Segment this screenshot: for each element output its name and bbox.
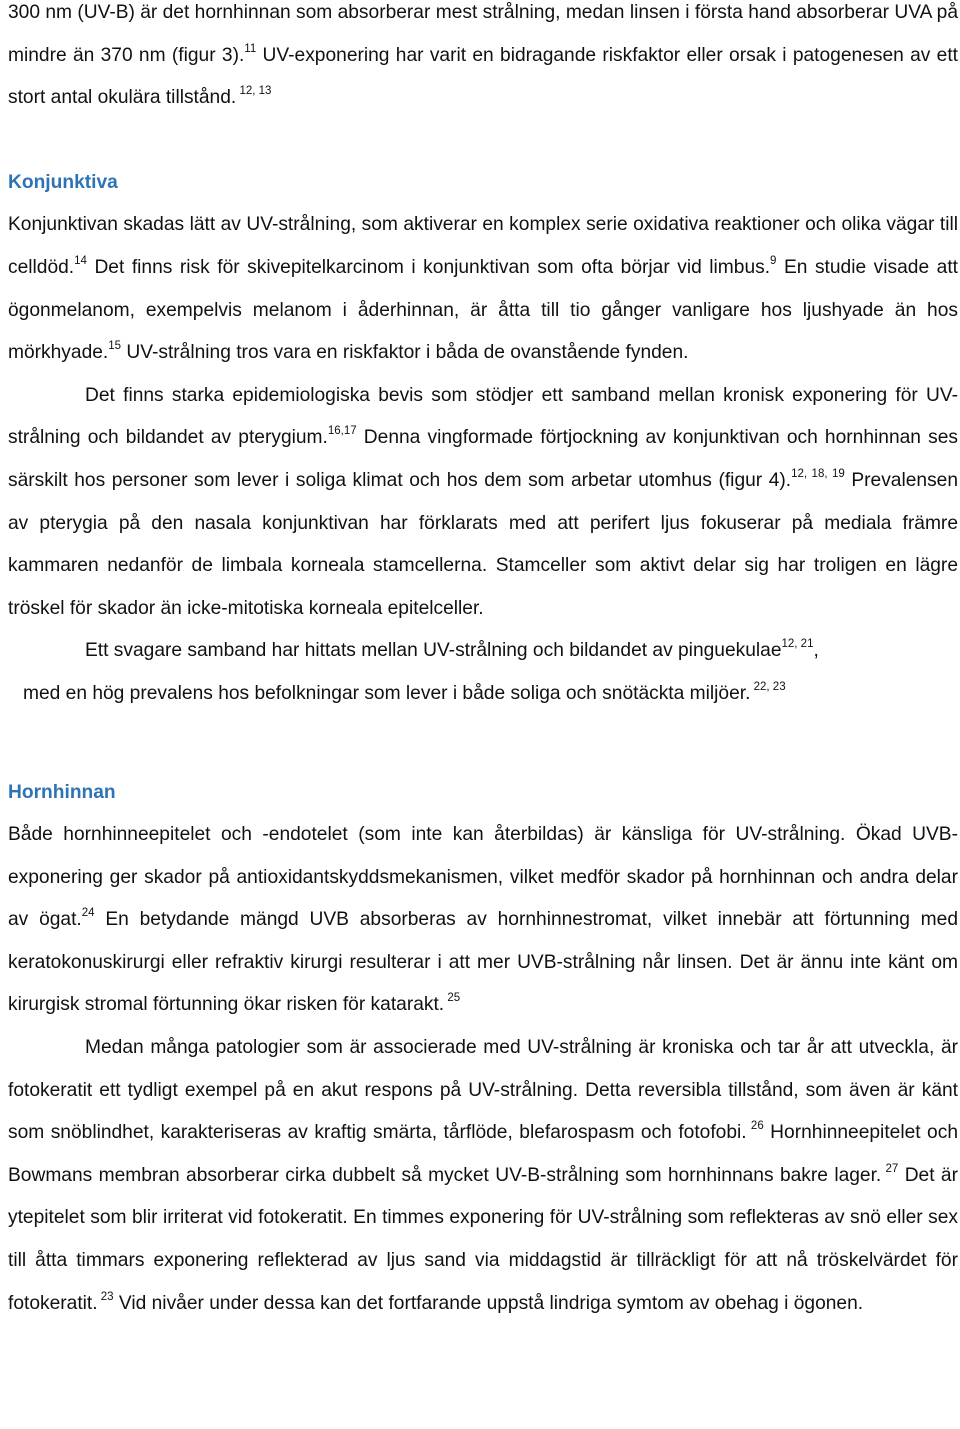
konj-p1-text-3: En studie visade att ögonmelanom, exempelvis melanom i åderhinnan, är åtta till tio gånger vanligare hos ljushyade än hos mörkhyade. <box>8 256 958 364</box>
konjunktiva-paragraph-3-line-1 <box>8 630 958 673</box>
citation-12-13: 12, 13 <box>236 85 272 98</box>
hornhinnan-paragraph-2 <box>8 1027 958 1325</box>
intro-text-2: UV-exponering har varit en bidragande riskfaktor eller orsak i patogenesen av ett stort antal okulära tillstånd. <box>8 44 959 109</box>
citation-14: 14 <box>74 254 87 267</box>
citation-27: 27 <box>881 1162 899 1175</box>
section-heading-konjunktiva: Konjunktiva <box>8 171 118 193</box>
konj-p1-text-1: Konjunktivan skadas lätt av UV-strålning, som aktiverar en komplex serie oxidativa reaktioner och olika vägar till celldöd. <box>8 214 958 278</box>
horn-p2-text-3: Det är ytepitelet som blir irriterat vid fotokeratit. En timmes exponering för UV-strålning som reflekteras av snö eller sex till åtta timmars exponering reflekterad av ljus sand via middagstid är tillräckligt för att nå tröskelvärdet för fotokeratit. <box>8 1164 958 1314</box>
konj-p1-text-4: UV-strålning tros vara en riskfaktor i båda de ovanstående fynden. <box>121 342 689 364</box>
konj-p3-text-1: Ett svagare samband har hittats mellan UV-strålning och bildandet av pinguekulae <box>85 640 782 662</box>
citation-22-23: 22, 23 <box>750 680 786 693</box>
section-heading-hornhinnan: Hornhinnan <box>8 781 116 803</box>
konjunktiva-paragraph-3-line-2 <box>8 673 958 716</box>
konj-p3-comma: , <box>813 640 819 662</box>
citation-11: 11 <box>244 42 257 55</box>
spacer <box>8 716 958 772</box>
konjunktiva-paragraph-2 <box>8 375 958 631</box>
konj-p3-text-2: med en hög prevalens hos befolkningar som lever i både soliga och snötäckta miljöer. <box>23 682 751 704</box>
horn-p1-text-2: En betydande mängd UVB absorberas av hornhinnestromat, vilket innebär att förtunning med keratokonuskirurgi eller refraktiv kirurgi resulterar i att mer UVB-strålning når linsen. Det är ännu inte känt om kirurgisk stromal förtunning ökar risken för katarakt. <box>8 909 958 1016</box>
citation-12-21: 12, 21 <box>781 638 814 651</box>
konj-p2-text-3: Prevalensen av pterygia på den nasala konjunktivan har förklarats med att perifert ljus fokuserar på mediala främre kammaren nedanför de limbala korneala stamcellerna. Stamceller som aktivt delar sig har troligen en lägre tröskel för skador än icke-mitotiska korneala epitelceller. <box>8 469 959 619</box>
citation-24: 24 <box>81 907 95 920</box>
intro-paragraph <box>8 0 958 120</box>
citation-16-17: 16,17 <box>327 425 357 438</box>
konj-p1-text-2: Det finns risk för skivepitelkarcinom i konjunktivan som ofta börjar vid limbus. <box>86 256 771 278</box>
document-page <box>8 0 958 1325</box>
konjunktiva-paragraph-1 <box>8 204 958 374</box>
citation-9: 9 <box>770 254 777 267</box>
horn-p2-text-4: Vid nivåer under dessa kan det fortfarande uppstå lindriga symtom av obehag i ögonen. <box>113 1292 864 1314</box>
intro-text-1: 300 nm (UV-B) är det hornhinnan som absorberar mest strålning, medan linsen i första hand absorberar UVA på mindre än 370 nm (figur 3). <box>8 2 958 66</box>
citation-25: 25 <box>444 992 461 1005</box>
citation-12-18-19: 12, 18, 19 <box>791 467 845 480</box>
konj-p2-text-1: Det finns starka epidemiologiska bevis som stödjer ett samband mellan kronisk exponering för UV-strålning och bildandet av pterygium. <box>8 384 958 449</box>
hornhinnan-paragraph-1 <box>8 814 958 1027</box>
spacer <box>8 120 958 162</box>
horn-p2-text-1: Medan många patologier som är associerade med UV-strålning är kroniska och tar år att utveckla, är fotokeratit ett tydligt exempel på en akut respons på UV-strålning. Detta reversibla tillstånd, som även är känt som snöblindhet, karakteriseras av kraftig smärta, tårflöde, blefarospasm och fotofobi. <box>8 1037 958 1144</box>
konj-p2-text-2: Denna vingformade förtjockning av konjunktivan och hornhinnan ses särskilt hos personer som lever i soliga klimat och hos dem som arbetar utomhus (figur 4). <box>8 427 958 491</box>
horn-p1-text-1: Både hornhinneepitelet och -endotelet (som inte kan återbildas) är känsliga för UV-strålning. Ökad UVB-exponering ger skador på antioxidantskyddsmekanismen, vilket medför skador på hornhinnan och andra delar av ögat. <box>8 824 958 931</box>
citation-15: 15 <box>108 340 122 353</box>
citation-26: 26 <box>746 1120 764 1133</box>
horn-p2-text-2: Hornhinneepitelet och Bowmans membran absorberar cirka dubbelt så mycket UV-B-strålning som hornhinnans bakre lager. <box>8 1122 958 1186</box>
citation-23: 23 <box>97 1290 114 1303</box>
